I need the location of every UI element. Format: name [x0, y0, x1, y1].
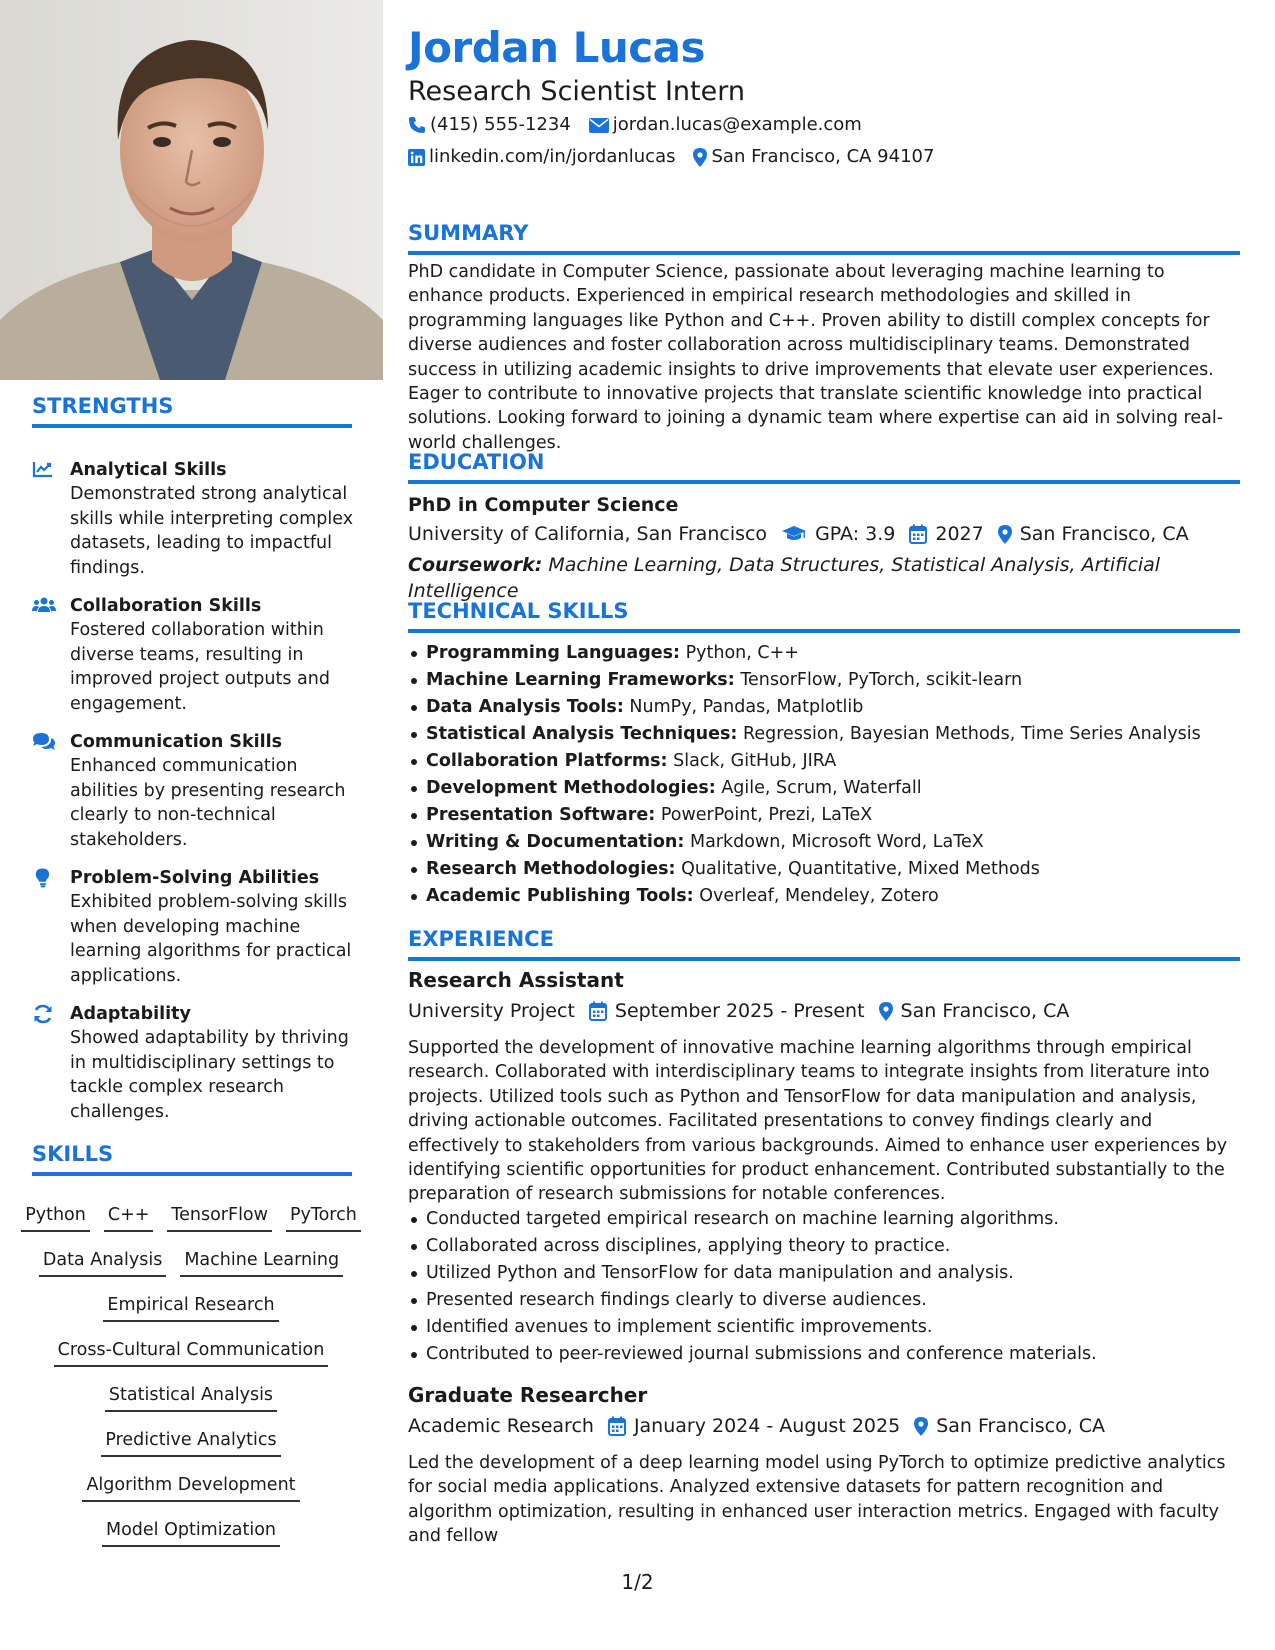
education-details — [408, 521, 1203, 547]
summary-heading: SUMMARY — [408, 219, 1240, 255]
job-org — [408, 998, 575, 1024]
tech-skill-item — [408, 775, 1240, 802]
job-dates — [589, 998, 865, 1024]
tech-skill-label: Statistical Analysis Techniques: — [426, 724, 738, 744]
calendar-icon — [608, 1416, 626, 1436]
education-heading: EDUCATION — [408, 448, 1240, 484]
tech-skill-label: Programming Languages: — [426, 643, 681, 663]
skill-tag: Empirical Research — [103, 1293, 278, 1322]
strength-title: Communication Skills — [70, 732, 283, 752]
tech-skill-item — [408, 748, 1240, 775]
strength-item — [32, 458, 362, 580]
job-bullet: Utilized Python and TensorFlow for data manipulation and analysis. — [408, 1260, 1240, 1287]
tech-skill-item — [408, 640, 1240, 667]
strength-item — [32, 866, 362, 988]
calendar-icon — [589, 1001, 607, 1021]
location-text: San Francisco, CA 94107 — [711, 146, 935, 167]
job-location-text: San Francisco, CA — [936, 1415, 1106, 1437]
job-org-text: Academic Research — [408, 1415, 594, 1437]
technical-skills-list — [408, 640, 1240, 910]
strength-title: Analytical Skills — [70, 460, 227, 480]
tech-skill-label: Machine Learning Frameworks: — [426, 670, 735, 690]
job-dates-text: September 2025 - Present — [614, 1000, 865, 1022]
strength-title: Collaboration Skills — [70, 596, 262, 616]
tech-skill-value: Agile, Scrum, Waterfall — [721, 778, 922, 798]
tech-skill-label: Development Methodologies: — [426, 778, 716, 798]
job-title: Research Assistant — [408, 968, 624, 992]
tech-skill-label: Data Analysis Tools: — [426, 697, 624, 717]
strength-desc: Fostered collaboration within diverse teams, resulting in improved project outputs and engagement. — [70, 620, 330, 714]
job-dates-text: January 2024 - August 2025 — [633, 1415, 901, 1437]
gpa-text: GPA: 3.9 — [815, 523, 896, 545]
tech-skill-label: Academic Publishing Tools: — [426, 886, 694, 906]
candidate-name: Jordan Lucas — [408, 23, 706, 72]
tech-skill-label: Collaboration Platforms: — [426, 751, 668, 771]
location-contact — [693, 145, 934, 169]
job-bullet: Contributed to peer-reviewed journal submissions and conference materials. — [408, 1341, 1240, 1368]
job-description: Supported the development of innovative machine learning algorithms through empirical research. Collaborated with interdisciplinary teams to integrate insights from literature into projects. Utilized tools such as Python and TensorFlow for data manipulation and analysis, driving actionable outcomes. Facilitated presentations to convey findings clearly and effectively to stakeholders from various backgrounds. Aimed to enhance user experiences by identifying scientific opportunities for product enhancement. Contributed substantially to the preparation of research submissions for notable conferences. — [408, 1038, 1228, 1205]
envelope-icon — [589, 118, 609, 133]
phone-contact[interactable] — [408, 113, 571, 137]
map-pin-icon — [998, 525, 1012, 544]
skill-tag: Algorithm Development — [82, 1473, 299, 1502]
map-pin-icon — [879, 1002, 893, 1021]
tech-skill-item — [408, 829, 1240, 856]
tech-skill-item — [408, 883, 1240, 910]
tech-skill-item — [408, 856, 1240, 883]
map-pin-icon — [693, 148, 707, 167]
tech-skill-label: Writing & Documentation: — [426, 832, 685, 852]
strength-desc: Demonstrated strong analytical skills while interpreting complex datasets, leading to impactful findings. — [70, 484, 354, 578]
tech-skill-value: Slack, GitHub, JIRA — [673, 751, 837, 771]
skill-tag: Python — [21, 1203, 90, 1232]
tech-skill-value: TensorFlow, PyTorch, scikit-learn — [740, 670, 1023, 690]
coursework-label: Coursework: — [408, 554, 543, 576]
summary-text: PhD candidate in Computer Science, passionate about leveraging machine learning to enhance products. Experienced in empirical research methodologies and skilled in programming languages like Python and C++. Proven ability to distill complex concepts for diverse audiences and foster collaboration across multidisciplinary teams. Demonstrated success in utilizing academic insights to drive improvements that elevate user experiences. Eager to contribute to innovative projects that translate scientific knowledge into practical solutions. Looking forward to joining a dynamic team where expertise can aid in solving real-world challenges. — [408, 262, 1223, 453]
tech-skill-value: Python, C++ — [685, 643, 799, 663]
skill-tag: Data Analysis — [39, 1248, 166, 1277]
users-icon — [32, 596, 56, 616]
strengths-heading: STRENGTHS — [32, 392, 352, 428]
skill-tag: Predictive Analytics — [101, 1428, 280, 1457]
tech-skill-value: NumPy, Pandas, Matplotlib — [629, 697, 864, 717]
job-dates — [608, 1413, 900, 1439]
phone-text: (415) 555-1234 — [430, 114, 571, 135]
skill-tag: Cross-Cultural Communication — [54, 1338, 329, 1367]
contact-row-2 — [408, 145, 952, 169]
strength-title: Problem-Solving Abilities — [70, 868, 320, 888]
strength-item — [32, 594, 362, 716]
coursework-text: Machine Learning, Data Structures, Statistical Analysis, Artificial Intelligence — [408, 554, 1161, 602]
tech-skill-value: Overleaf, Mendeley, Zotero — [699, 886, 939, 906]
tech-skill-value: Qualitative, Quantitative, Mixed Methods — [681, 859, 1040, 879]
grad-year — [909, 521, 983, 547]
skill-tag: TensorFlow — [167, 1203, 272, 1232]
strength-desc: Enhanced communication abilities by presenting research clearly to non-technical stakeholders. — [70, 756, 346, 850]
tech-skill-value: Markdown, Microsoft Word, LaTeX — [689, 832, 984, 852]
job-location-text: San Francisco, CA — [900, 1000, 1070, 1022]
job-description: Led the development of a deep learning model using PyTorch to optimize predictive analytics for social media applications. Analyzed extensive datasets for pattern recognition and algorithm optimization, resulting in enhanced user interaction metrics. Engaged with faculty and fellow — [408, 1453, 1226, 1547]
skills-heading: SKILLS — [32, 1140, 352, 1176]
linkedin-icon — [408, 149, 425, 166]
strength-desc: Exhibited problem-solving skills when developing machine learning algorithms for practical applications. — [70, 892, 352, 986]
email-text: jordan.lucas@example.com — [612, 114, 862, 135]
strengths-list — [32, 458, 362, 1138]
tech-skill-item — [408, 721, 1240, 748]
experience-heading: EXPERIENCE — [408, 925, 1240, 961]
job-org — [408, 1413, 594, 1439]
linkedin-text: linkedin.com/in/jordanlucas — [429, 146, 676, 167]
job-title: Graduate Researcher — [408, 1383, 648, 1407]
job-location — [914, 1413, 1105, 1439]
job-bullet: Conducted targeted empirical research on machine learning algorithms. — [408, 1206, 1240, 1233]
edu-location-text: San Francisco, CA — [1019, 523, 1189, 545]
chart-line-icon — [32, 460, 56, 480]
phone-icon — [408, 116, 426, 134]
tech-skill-value: PowerPoint, Prezi, LaTeX — [660, 805, 873, 825]
job-meta — [408, 1413, 1119, 1439]
tech-skill-item — [408, 802, 1240, 829]
email-contact[interactable] — [589, 113, 862, 137]
strength-item — [32, 1002, 362, 1124]
profile-photo — [0, 0, 383, 380]
job-bullet: Identified avenues to implement scientific improvements. — [408, 1314, 1240, 1341]
job-location — [879, 998, 1070, 1024]
tech-skill-label: Presentation Software: — [426, 805, 656, 825]
tech-skill-item — [408, 694, 1240, 721]
sidebar — [0, 0, 383, 1650]
job-bullet: Collaborated across disciplines, applying theory to practice. — [408, 1233, 1240, 1260]
job-bullet: Presented research findings clearly to diverse audiences. — [408, 1287, 1240, 1314]
job-meta — [408, 998, 1083, 1024]
comments-icon — [32, 732, 56, 752]
tech-skill-item — [408, 667, 1240, 694]
skill-tag: PyTorch — [286, 1203, 361, 1232]
skills-tags — [25, 1203, 357, 1563]
year-text: 2027 — [935, 523, 984, 545]
gpa — [781, 521, 895, 547]
school — [408, 521, 767, 547]
page-number: 1/2 — [621, 1570, 654, 1594]
lightbulb-icon — [32, 868, 56, 888]
strength-desc: Showed adaptability by thriving in multidisciplinary settings to tackle complex research challenges. — [70, 1028, 349, 1122]
contact-row-1 — [408, 113, 880, 137]
technical-skills-heading: TECHNICAL SKILLS — [408, 597, 1240, 633]
map-pin-icon — [914, 1417, 928, 1436]
skill-tag: C++ — [104, 1203, 154, 1232]
candidate-title: Research Scientist Intern — [408, 76, 745, 107]
calendar-icon — [909, 524, 927, 544]
graduation-cap-icon — [781, 525, 807, 543]
job-bullets — [408, 1206, 1240, 1368]
tech-skill-label: Research Methodologies: — [426, 859, 676, 879]
sync-icon — [32, 1004, 56, 1024]
strength-title: Adaptability — [70, 1004, 191, 1024]
skill-tag: Machine Learning — [180, 1248, 343, 1277]
edu-location — [998, 521, 1189, 547]
job-org-text: University Project — [408, 1000, 575, 1022]
skill-tag: Statistical Analysis — [105, 1383, 277, 1412]
linkedin-contact[interactable] — [408, 145, 675, 169]
strength-item — [32, 730, 362, 852]
skill-tag: Model Optimization — [102, 1518, 280, 1547]
school-name: University of California, San Francisco — [408, 523, 768, 545]
tech-skill-value: Regression, Bayesian Methods, Time Series Analysis — [742, 724, 1201, 744]
degree-name: PhD in Computer Science — [408, 494, 679, 516]
